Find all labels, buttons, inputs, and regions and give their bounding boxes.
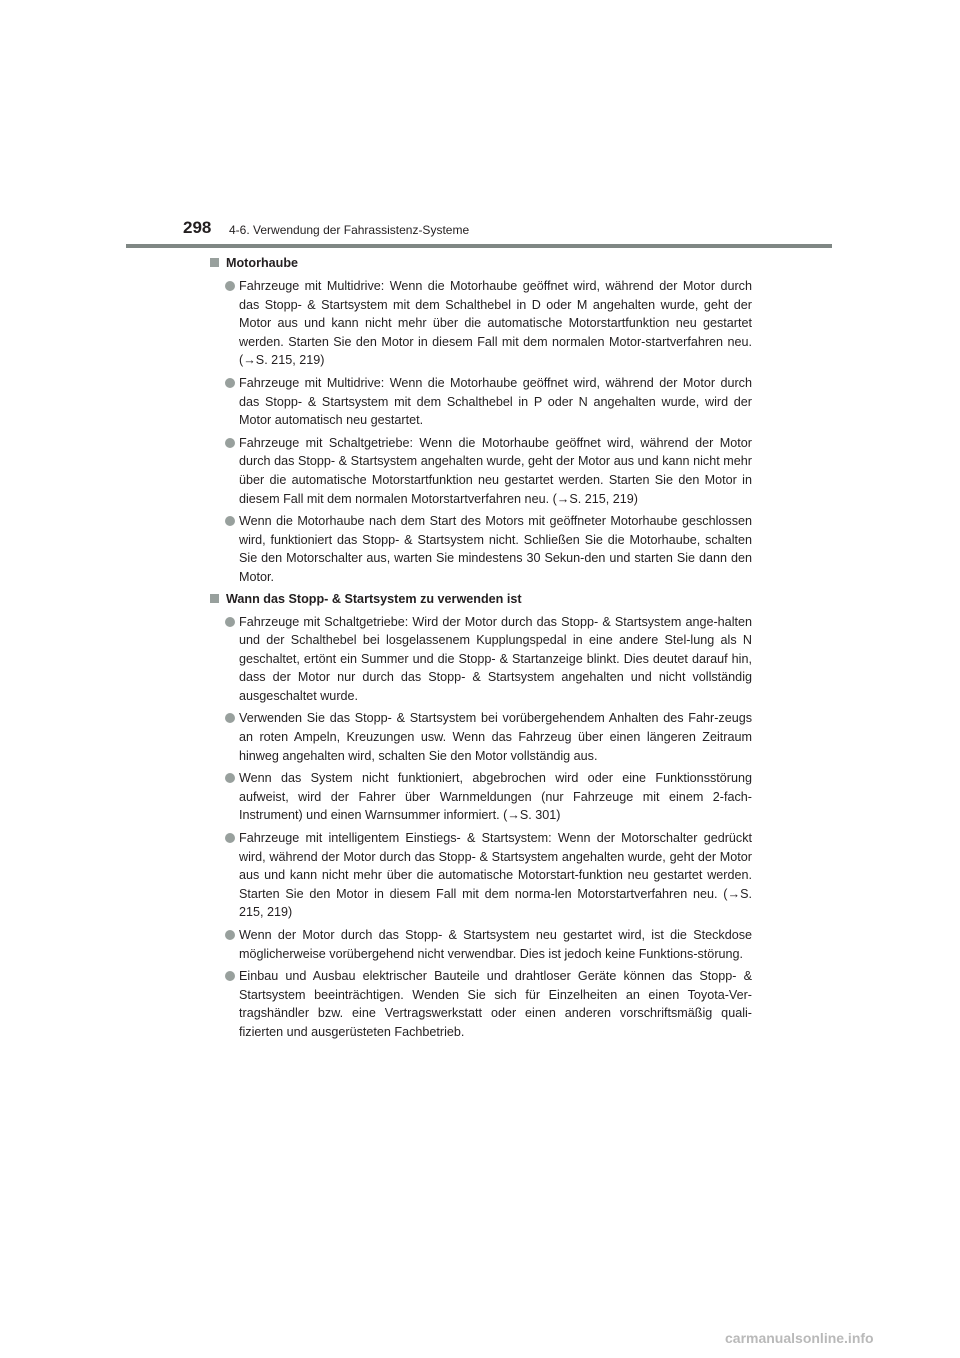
watermark-link[interactable]: carmanualsonline.info [725, 1330, 874, 1346]
circle-bullet-icon [225, 281, 235, 291]
header-divider [126, 244, 832, 248]
list-item-text: Fahrzeuge mit intelligentem Einstiegs- & Startsystem: Wenn der Motorschalter gedrückt wird, während der Motor durch das Stopp- & Startsystem angehalten wurde, geht der Motor aus und kann nicht mehr über die automatische Motorstart-funktion neu gestartet werden. Starten Sie den Motor in diesem Fall mit dem norma-len Motorstartverfahren neu. (→S. 215, 219) [239, 831, 752, 920]
list-item-text: Fahrzeuge mit Schaltgetriebe: Wird der Motor durch das Stopp- & Startsystem ange-halten und der Schalthebel bei losgelassenem Kupplungspedal in eine andere Stel-lung als N geschaltet, ertönt ein Summer und die Stopp- & Startanzeige blinkt. Dies deutet darauf hin, dass der Motor nur durch das Stopp- & Startsystem angehalten und nicht vollständig ausgeschaltet wurde. [239, 614, 752, 703]
section-heading-text: Motorhaube [226, 256, 299, 270]
circle-bullet-icon [225, 833, 235, 843]
list-item [210, 769, 752, 825]
list-item-text: Fahrzeuge mit Multidrive: Wenn die Motorhaube geöffnet wird, während der Motor durch das Stopp- & Startsystem mit dem Schalthebel in P oder N angehalten wurde, wird der Motor automatisch neu gestartet. [239, 375, 752, 428]
section-wann-verwenden [210, 590, 752, 1042]
list-item [210, 277, 752, 370]
page-number: 298 [183, 218, 212, 237]
circle-bullet-icon [225, 930, 235, 940]
list-item [210, 829, 752, 922]
list-item-text: Einbau und Ausbau elektrischer Bauteile und drahtloser Geräte können das Stopp- & Startsystem beeinträchtigen. Wenden Sie sich für Einzelheiten an einen Toyota-Ver-tragshändler bzw. eine Vertragswerkstatt oder einen anderen vorschriftsmäßig quali-fizierten und ausgerüsteten Fachbetrieb. [239, 969, 752, 1039]
square-bullet-icon [210, 594, 219, 603]
circle-bullet-icon [225, 773, 235, 783]
list-item [210, 512, 752, 586]
circle-bullet-icon [225, 438, 235, 448]
list-item-text: Fahrzeuge mit Schaltgetriebe: Wenn die Motorhaube geöffnet wird, während der Motor durch das Stopp- & Startsystem angehalten wurde, geht der Motor aus und kann nicht mehr über die automatische Motorstartfunktion neu gestartet werden. Starten Sie den Motor in diesem Fall mit dem normalen Motorstartverfahren neu. (→S. 215, 219) [239, 435, 752, 506]
list-item [210, 926, 752, 963]
list-item-text: Wenn die Motorhaube nach dem Start des Motors mit geöffneter Motorhaube geschlossen wird, funktioniert das Stopp- & Startsystem nicht. Schließen Sie die Motorhaube, schalten Sie den Motorschalter aus, warten Sie mindestens 30 Sekun-den und starten Sie dann den Motor. [239, 514, 752, 584]
list-item-text: Wenn der Motor durch das Stopp- & Startsystem neu gestartet wird, ist die Steckdose möglicherweise vorübergehend nicht verwendbar. Dies ist jedoch keine Funktions-störung. [239, 928, 752, 961]
page-content [210, 254, 752, 1042]
list-item-text: Wenn das System nicht funktioniert, abgebrochen wird oder eine Funktionsstörung aufweist, wird der Fahrer über Warnmeldungen (nur Fahrzeuge mit einem 2-fach-Instrument) und einen Warnsummer informiert. (→S. 301) [239, 771, 752, 823]
list-item [210, 613, 752, 706]
section-heading-text: Wann das Stopp- & Startsystem zu verwenden ist [226, 591, 522, 606]
page-header [0, 0, 960, 250]
list-item [210, 967, 752, 1041]
section-heading [210, 254, 752, 273]
list-item-text: Fahrzeuge mit Multidrive: Wenn die Motorhaube geöffnet wird, während der Motor durch das Stopp- & Startsystem mit dem Schalthebel in D oder M angehalten wurde, geht der Motor aus und kann nicht mehr über die automatische Motorstartfunktion neu gestartet werden. Starten Sie den Motor in diesem Fall mit dem normalen Motor-startverfahren neu. (→S. 215, 219) [239, 279, 752, 368]
section-heading [210, 590, 752, 609]
circle-bullet-icon [225, 971, 235, 981]
list-item [210, 709, 752, 765]
list-item [210, 374, 752, 430]
list-item-text: Verwenden Sie das Stopp- & Startsystem bei vorübergehendem Anhalten des Fahr-zeugs an roten Ampeln, Kreuzungen usw. Wenn das Fahrzeug über einen längeren Zeitraum hinweg angehalten wird, schalten Sie den Motor vollständig aus. [239, 711, 752, 763]
circle-bullet-icon [225, 378, 235, 388]
circle-bullet-icon [225, 617, 235, 627]
list-item [210, 434, 752, 508]
square-bullet-icon [210, 258, 219, 267]
chapter-title: 4-6. Verwendung der Fahrassistenz-Systeme [229, 223, 470, 237]
circle-bullet-icon [225, 713, 235, 723]
section-motorhaube [210, 254, 752, 587]
circle-bullet-icon [225, 516, 235, 526]
